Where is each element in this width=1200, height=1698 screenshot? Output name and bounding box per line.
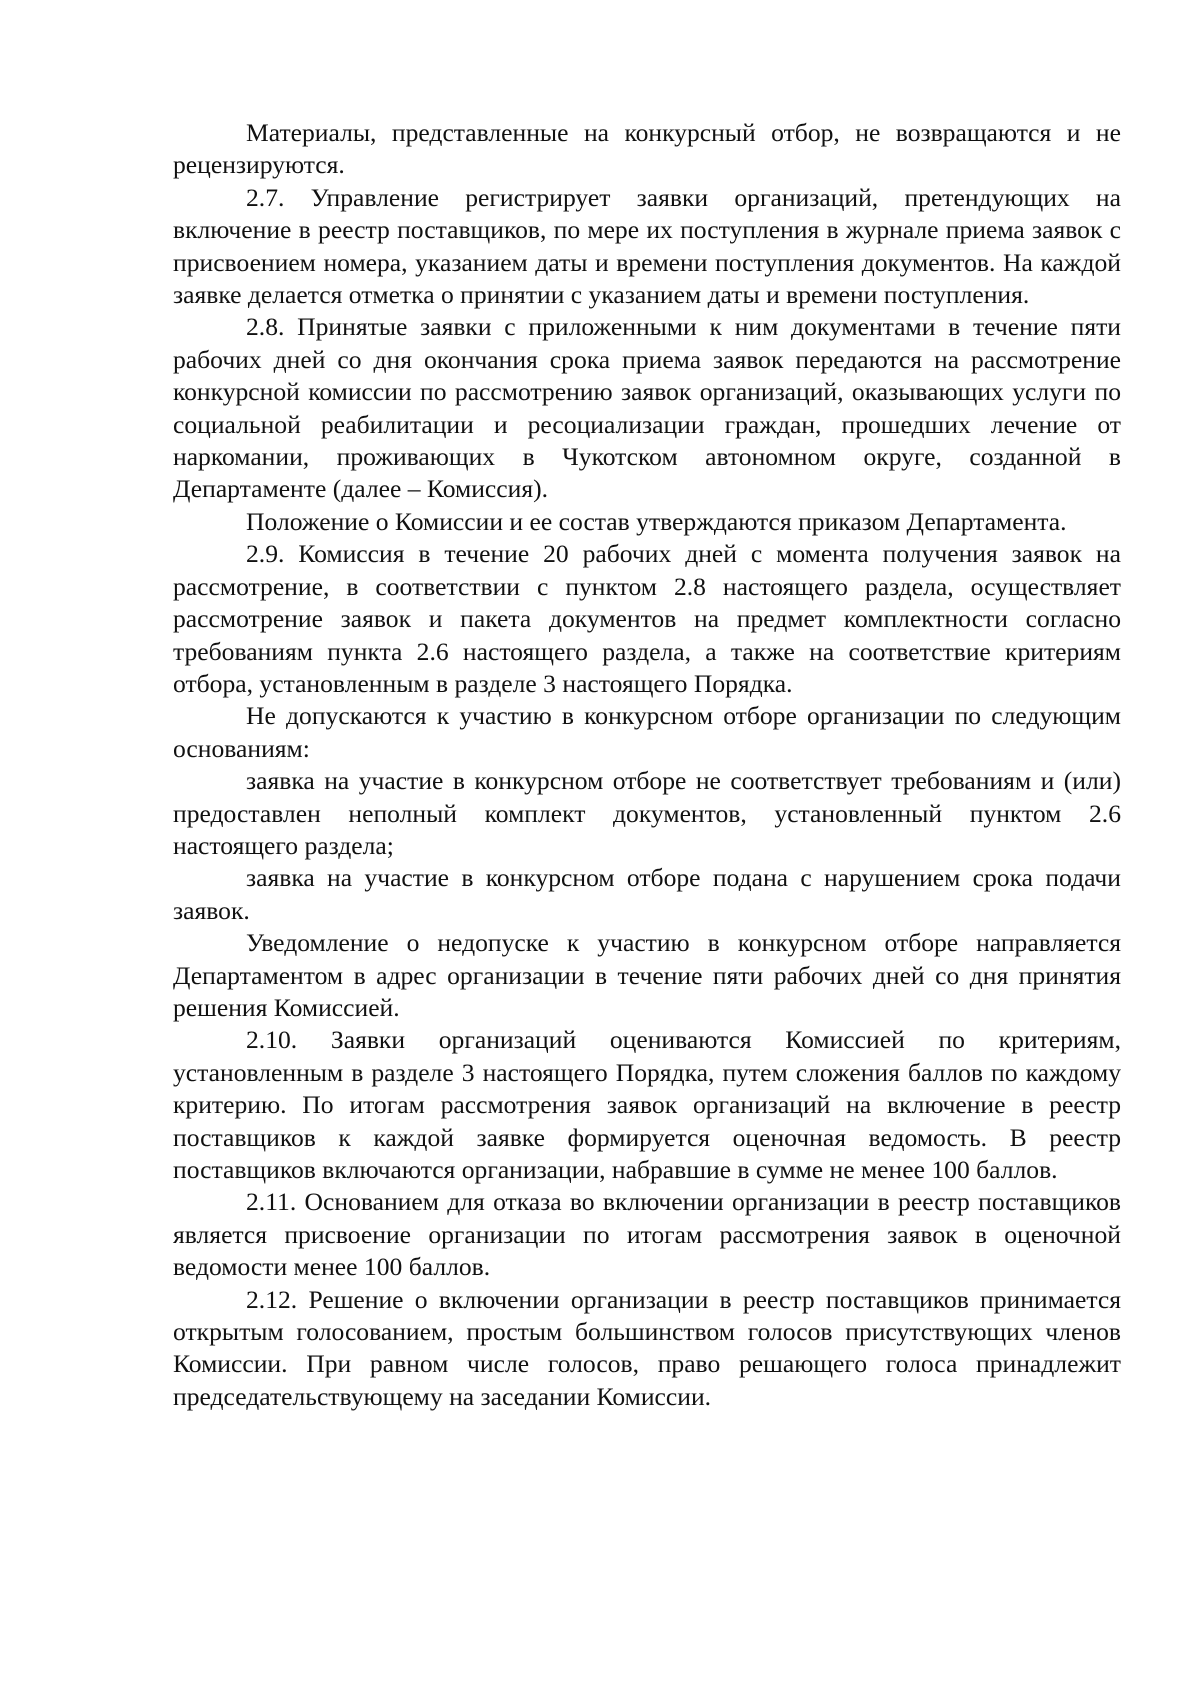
paragraph-2-8: 2.8. Принятые заявки с приложенными к ним документами в течение пяти рабочих дней со дня окончания срока приема заявок передаются на рассмотрение конкурсной комиссии по рассмотрению заявок организаций, оказывающих услуги по социальной реабилитации и ресоциализации граждан, прошедших лечение от наркомании, проживающих в Чукотском автономном округе, созданной в Департаменте (далее – Комиссия). xyxy=(173,312,1121,504)
paragraph-2-12: 2.12. Решение о включении организации в реестр поставщиков принимается открытым голосованием, простым большинством голосов присутствующих членов Комиссии. При равном числе голосов, право решающего голоса принадлежит председательствующему на заседании Комиссии. xyxy=(173,1284,1121,1411)
paragraph-ground-1: заявка на участие в конкурсном отборе не соответствует требованиям и (или) предоставлен неполный комплект документов, установленный пунктом 2.6 настоящего раздела; xyxy=(173,766,1121,860)
document-body xyxy=(173,117,1121,1413)
paragraph-ground-2: заявка на участие в конкурсном отборе подана с нарушением срока подачи заявок. xyxy=(173,863,1121,925)
paragraph-not-admitted: Не допускаются к участию в конкурсном отборе организации по следующим основаниям: xyxy=(173,701,1121,763)
paragraph-2-9: 2.9. Комиссия в течение 20 рабочих дней с момента получения заявок на рассмотрение, в соответствии с пунктом 2.8 настоящего раздела, осуществляет рассмотрение заявок и пакета документов на предмет комплектности согласно требованиям пункта 2.6 настоящего раздела, а также на соответствие критериям отбора, установленным в разделе 3 настоящего Порядка. xyxy=(173,539,1121,698)
paragraph-materials-not-returned: Материалы, представленные на конкурсный отбор, не возвращаются и не рецензируются. xyxy=(173,118,1121,180)
paragraph-2-11: 2.11. Основанием для отказа во включении организации в реестр поставщиков является присвоение организации по итогам рассмотрения заявок в оценочной ведомости менее 100 баллов. xyxy=(173,1187,1121,1282)
paragraph-2-10: 2.10. Заявки организаций оцениваются Комиссией по критериям, установленным в разделе 3 настоящего Порядка, путем сложения баллов по каждому критерию. По итогам рассмотрения заявок организаций на включение в реестр поставщиков к каждой заявке формируется оценочная ведомость. В реестр поставщиков включаются организации, набравшие в сумме не менее 100 баллов. xyxy=(173,1025,1121,1184)
paragraph-2-7: 2.7. Управление регистрирует заявки организаций, претендующих на включение в реестр поставщиков, по мере их поступления в журнале приема заявок с присвоением номера, указанием даты и времени поступления документов. На каждой заявке делается отметка о принятии с указанием даты и времени поступления. xyxy=(173,182,1121,310)
paragraph-notification: Уведомление о недопуске к участию в конкурсном отборе направляется Департаментом в адрес организации в течение пяти рабочих дней со дня принятия решения Комиссией. xyxy=(173,928,1121,1022)
paragraph-commission-regulation: Положение о Комиссии и ее состав утверждаются приказом Департамента. xyxy=(246,506,1067,536)
